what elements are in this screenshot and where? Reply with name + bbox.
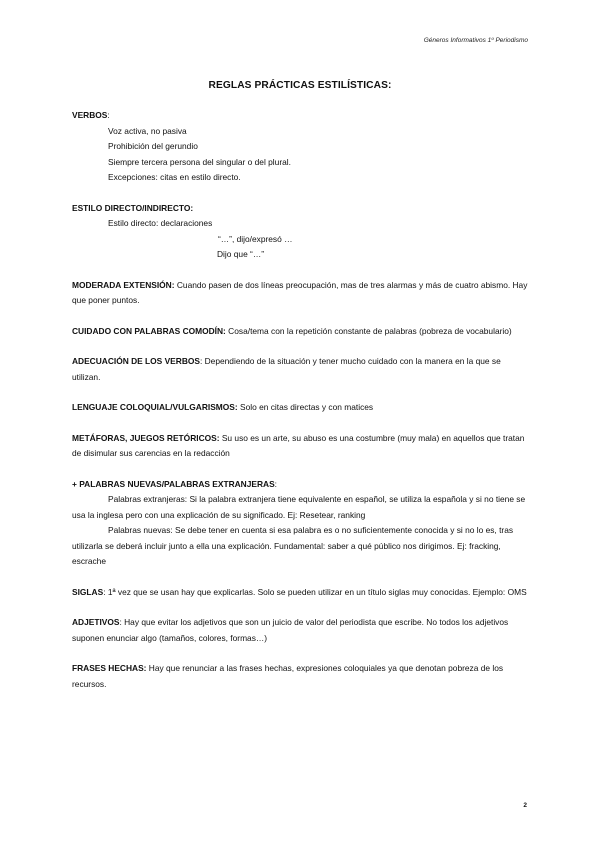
- section-heading: ESTILO DIRECTO/INDIRECTO:: [72, 202, 194, 213]
- palabras-paragraph: Palabras nuevas: Se debe tener en cuenta si esa palabra es o no suficientemente conocida y si no lo es, tras utilizarla se deberá incluir junto a ella una explicación. Fundamental: saber a qué público nos dirigimos. Ej: fracking, escrache: [72, 525, 514, 566]
- section-siglas: [72, 585, 528, 601]
- page-title: REGLAS PRÁCTICAS ESTILÍSTICAS:: [208, 80, 392, 91]
- list-item: Voz activa, no pasiva: [108, 125, 187, 136]
- section-text: Cuando pasen de dos líneas preocupación, mas de tres alarmas y más de cuatro abismo. Hay que poner puntos.: [72, 279, 528, 305]
- list-item: Siempre tercera persona del singular o del plural.: [108, 156, 291, 167]
- section-text: Su uso es un arte, su abuso es una costumbre (muy mala) en aquellos que tratan de disimular sus carencias en la redacción: [72, 432, 525, 458]
- section-adecuacion: [72, 354, 528, 385]
- heading-colon: :: [274, 478, 277, 489]
- section-heading: MODERADA EXTENSIÓN:: [72, 279, 175, 290]
- section-estilo: [72, 201, 528, 263]
- document-body: [72, 108, 528, 707]
- section-heading: CUIDADO CON PALABRAS COMODÍN:: [72, 325, 226, 336]
- section-moderada: [72, 278, 528, 309]
- section-frases: [72, 661, 528, 692]
- section-heading: FRASES HECHAS:: [72, 663, 147, 673]
- section-text: Hay que renunciar a las frases hechas, expresiones coloquiales ya que denotan pobreza de los recursos.: [72, 663, 504, 689]
- section-cuidado: [72, 324, 528, 340]
- section-verbos: [72, 108, 528, 186]
- palabras-paragraph: Palabras extranjeras: Si la palabra extranjera tiene equivalente en español, se utiliza la española y si no tiene se usa la inglesa pero con una explicación de su significado. Ej: Resetear, ranking: [72, 494, 526, 520]
- section-heading: SIGLAS: [72, 586, 104, 597]
- section-text: Solo en citas directas y con matices: [237, 402, 374, 412]
- section-text: : Hay que evitar los adjetivos que son un juicio de valor del periodista que escribe. No todos los adjetivos suponen enunciar algo (tamaños, colores, formas…): [72, 617, 509, 643]
- estilo-line: Estilo directo: declaraciones: [108, 218, 213, 228]
- page-number: 2: [523, 802, 527, 809]
- heading-colon: :: [107, 110, 110, 120]
- running-header: Géneros Informativos 1º Periodismo: [423, 37, 528, 44]
- section-heading-line: [72, 108, 528, 124]
- section-heading: LENGUAJE COLOQUIAL/VULGARISMOS:: [72, 402, 238, 412]
- section-heading: ADECUACIÓN DE LOS VERBOS: [72, 356, 200, 366]
- estilo-line: “…”, dijo/expresó …: [218, 233, 293, 244]
- list-item: Excepciones: citas en estilo directo.: [108, 172, 241, 182]
- section-heading: VERBOS: [72, 110, 108, 120]
- section-lenguaje: [72, 400, 528, 416]
- section-heading: METÁFORAS, JUEGOS RETÓRICOS:: [72, 432, 220, 443]
- section-heading-line: [72, 477, 528, 493]
- section-text: Cosa/tema con la repetición constante de palabras (pobreza de vocabulario): [225, 325, 512, 336]
- list-item: Prohibición del gerundio: [108, 141, 198, 151]
- section-metaforas: [72, 431, 528, 462]
- section-palabras: [72, 477, 528, 570]
- section-heading: ADJETIVOS: [72, 617, 120, 627]
- section-heading: + PALABRAS NUEVAS/PALABRAS EXTRANJERAS: [72, 478, 275, 489]
- estilo-line: Dijo que “…”: [217, 249, 265, 259]
- section-text: : Dependiendo de la situación y tener mucho cuidado con la manera en la que se utilizan.: [72, 356, 501, 382]
- section-adjetivos: [72, 615, 528, 646]
- section-text: : 1ª vez que se usan hay que explicarlas. Solo se pueden utilizar en un título siglas muy conocidas. Ejemplo: OMS: [103, 586, 527, 597]
